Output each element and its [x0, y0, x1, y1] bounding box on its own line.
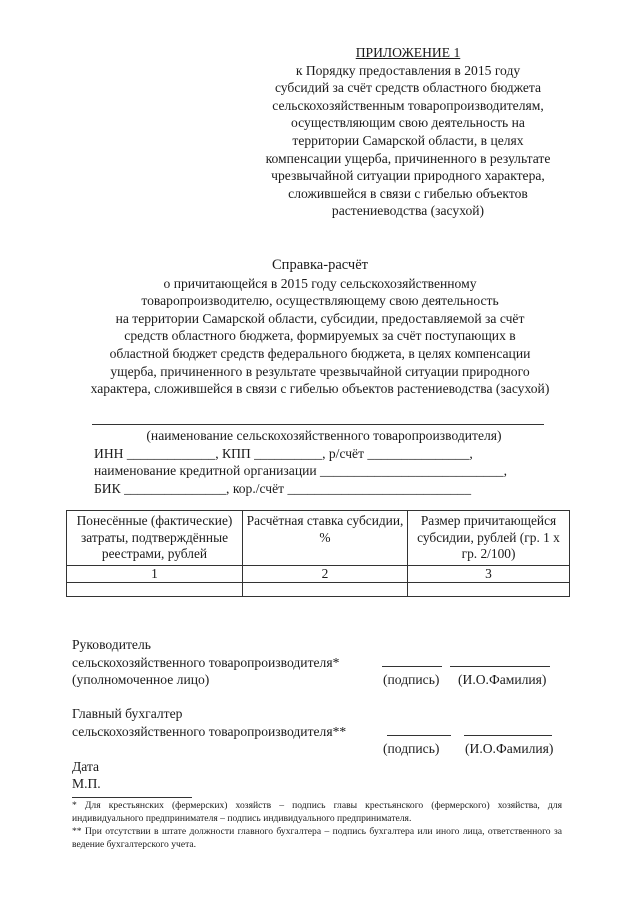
table-cell [243, 582, 408, 596]
column-number: 2 [243, 565, 408, 582]
title-line: областной бюджет средств федерального бюджета, в целях компенсации [109, 345, 531, 361]
header-subsidy: Размер причитающейся субсидии, рублей (гр. 1 х гр. 2/100) [408, 511, 570, 566]
footnote: * Для крестьянских (фермерских) хозяйств – подпись главы крестьянского (фермерского) хозяйства, для индивидуального предпринимателя – подпись индивидуального предпринимателя. [72, 800, 562, 824]
producer-name-blank [92, 424, 544, 425]
producer-fields [94, 427, 554, 497]
document-title-block [70, 257, 570, 398]
bik-corr-account-line: БИК _______________, кор./счёт ___________________________ [94, 480, 472, 496]
table-cell [408, 582, 570, 596]
head-title-line: Руководитель [72, 637, 151, 652]
appendix-line: сельскохозяйственным товаропроизводителям, [272, 97, 544, 113]
column-number-row [67, 565, 570, 582]
footnote: ** При отсутствии в штате должности главного бухгалтера – подпись бухгалтера или иного лица, ответственного за ведение бухгалтерского учета. [72, 826, 562, 850]
appendix-line: растениеводства (засухой) [331, 203, 485, 219]
appendix-line: субсидий за счёт средств областного бюджета [274, 80, 542, 96]
name-caption: (И.О.Фамилия) [465, 741, 554, 757]
accountant-name-blank [464, 723, 552, 741]
appendix-line: чрезвычайной ситуации природного характера, [271, 168, 545, 184]
title-line: средств областного бюджета, формируемых за счёт поступающих в [124, 328, 516, 344]
head-producer-line: сельскохозяйственного товаропроизводителя* [72, 654, 572, 672]
column-number: 1 [67, 565, 243, 582]
data-row [67, 582, 570, 596]
document-title: Справка-расчёт [272, 257, 368, 273]
accountant-title-line: Главный бухгалтер [72, 706, 183, 721]
column-number: 3 [408, 565, 570, 582]
accountant-producer-line: сельскохозяйственного товаропроизводителя** [72, 723, 572, 741]
table-cell [67, 582, 243, 596]
header-rate: Расчётная ставка субсидии, % [243, 511, 408, 566]
appendix-heading: ПРИЛОЖЕНИЕ 1 [355, 45, 461, 60]
name-caption: (И.О.Фамилия) [458, 672, 547, 688]
appendix-line: к Порядку предоставления в 2015 году [295, 62, 521, 78]
producer-name-caption: (наименование сельскохозяйственного товаропроизводителя) [146, 428, 502, 443]
title-line: ущерба, причиненного в результате чрезвычайной ситуации природного [110, 363, 530, 379]
head-signature-block [72, 636, 572, 689]
signature-caption: (подпись) [383, 741, 440, 757]
title-line: о причитающейся в 2015 году сельскохозяйственному [163, 275, 477, 291]
stamp-line: М.П. [72, 776, 101, 792]
head-captions-line: (уполномоченное лицо) (подпись) (И.О.Фамилия) [72, 672, 547, 688]
accountant-captions-line [72, 740, 572, 758]
accountant-signature-blank [387, 723, 451, 741]
date-line: Дата [72, 758, 100, 774]
appendix-line: сложившейся в связи с гибелью объектов [288, 185, 528, 201]
accountant-signature-block [72, 705, 572, 793]
appendix-line: осуществляющим свою деятельность на [291, 115, 525, 131]
signature-caption: (подпись) [383, 672, 440, 688]
title-line: товаропроизводителю, осуществляющему свою деятельность [141, 293, 499, 309]
inn-kpp-account-line: ИНН _____________, КПП __________, р/счёт _______________, [94, 445, 473, 461]
header-costs: Понесённые (фактические) затраты, подтверждённые реестрами, рублей [67, 511, 243, 566]
appendix-block [230, 44, 586, 220]
bank-name-line: наименование кредитной организации ___________________________, [94, 463, 507, 479]
head-name-blank [450, 654, 550, 672]
calculation-table [66, 510, 570, 597]
footnote-separator [72, 797, 192, 798]
head-signature-blank [382, 654, 442, 672]
footnotes [72, 799, 562, 851]
title-line: характера, сложившейся в связи с гибелью объектов растениеводства (засухой) [90, 381, 550, 397]
appendix-line: территории Самарской области, в целях [292, 132, 524, 148]
table-header-row [67, 511, 570, 566]
title-line: на территории Самарской области, субсидии, предоставляемой за счёт [115, 310, 525, 326]
appendix-line: компенсации ущерба, причиненного в результате [265, 150, 551, 166]
